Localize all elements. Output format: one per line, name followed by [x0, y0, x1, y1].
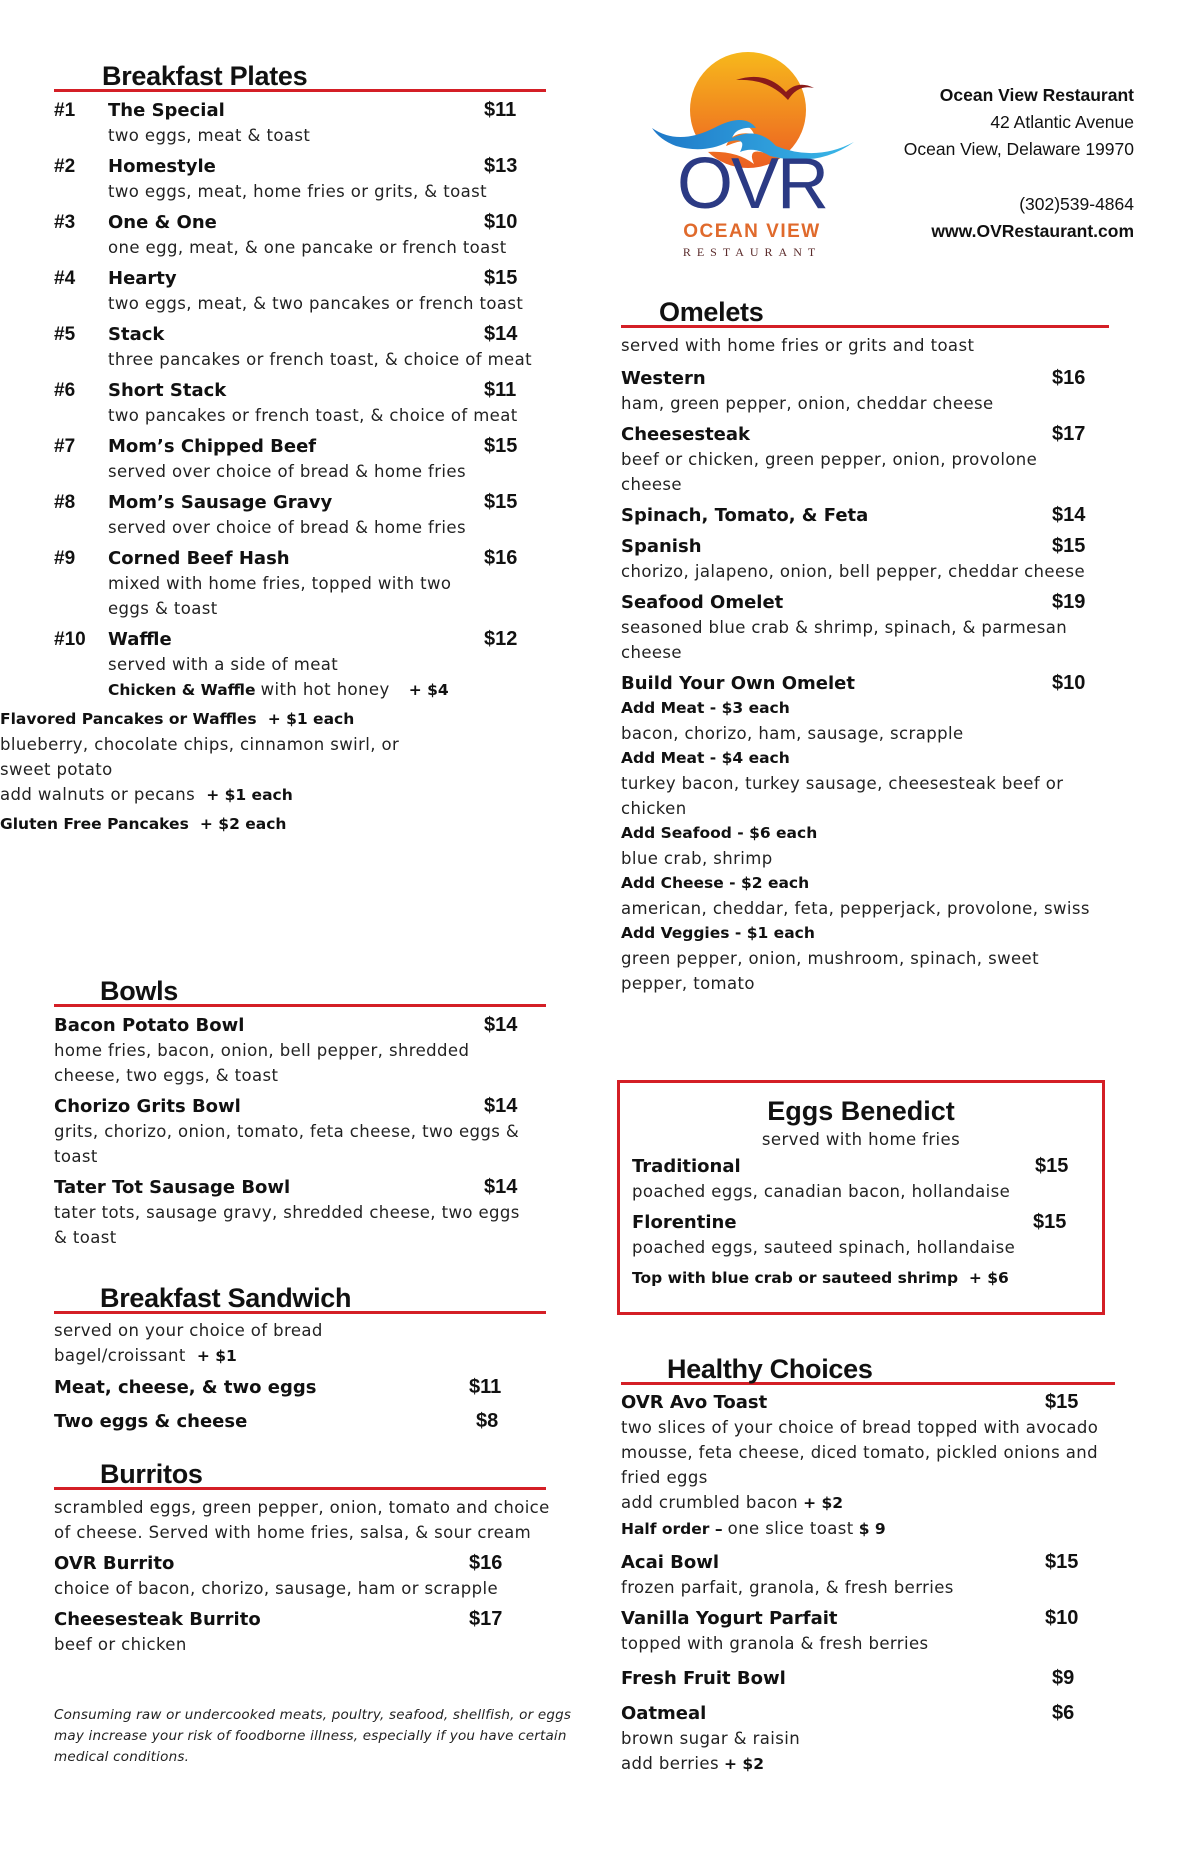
- item-name: One & One: [108, 212, 217, 233]
- item-price: $15: [484, 267, 518, 289]
- item-name: Build Your Own Omelet: [621, 673, 855, 694]
- breakfast-plates-list: [0, 98, 546, 837]
- item-number: #7: [54, 436, 76, 457]
- item-price: $14: [484, 1176, 518, 1198]
- addon-price: + $4: [408, 681, 449, 699]
- menu-item: [632, 1154, 1069, 1204]
- item-description: served with a side of meat: [108, 655, 339, 674]
- item-name: Seafood Omelet: [621, 592, 784, 613]
- restaurant-logo: [636, 42, 856, 272]
- item-name: Vanilla Yogurt Parfait: [621, 1608, 838, 1629]
- item-price: $15: [1035, 1155, 1069, 1177]
- menu-item: [54, 378, 546, 428]
- item-price: $10: [1052, 672, 1086, 694]
- item-description: served over choice of bread & home fries: [108, 462, 466, 481]
- sandwich-note: served on your choice of bread: [54, 1321, 323, 1340]
- omelets-note: served with home fries or grits and toast: [621, 336, 975, 355]
- addon-label: Add Veggies - $1 each: [621, 924, 815, 942]
- gluten-free: [0, 812, 546, 837]
- logo-wordmark: OCEAN VIEW: [683, 221, 821, 242]
- menu-item: [54, 1409, 546, 1434]
- item-name: Fresh Fruit Bowl: [621, 1668, 786, 1689]
- section-title: Breakfast Sandwich: [100, 1283, 352, 1313]
- menu-item: [621, 534, 1109, 584]
- addon-description: bacon, chorizo, ham, sausage, scrapple: [621, 724, 964, 743]
- menu-item: [54, 1551, 546, 1601]
- item-number: #2: [54, 156, 76, 177]
- item-price: $17: [469, 1608, 503, 1630]
- flavored-price: + $1 each: [267, 710, 355, 728]
- logo-subtitle: RESTAURANT: [682, 245, 822, 259]
- item-name: Traditional: [632, 1156, 741, 1177]
- addon-description: blue crab, shrimp: [621, 849, 773, 868]
- item-price: $11: [484, 99, 517, 121]
- logo-monogram: OVR: [676, 144, 828, 224]
- item-name: Spanish: [621, 536, 702, 557]
- item-price: $16: [469, 1552, 503, 1574]
- flavored-pancakes: [0, 707, 546, 837]
- flavored-description: blueberry, chocolate chips, cinnamon swirl, or sweet potato: [0, 735, 400, 779]
- section-header-breakfast-sandwich: [54, 1277, 546, 1314]
- item-description: chorizo, jalapeno, onion, bell pepper, cheddar cheese: [621, 562, 1086, 581]
- item-price: $15: [1045, 1551, 1079, 1573]
- addon-text: add berries: [621, 1754, 719, 1773]
- menu-item: [621, 1666, 1109, 1691]
- item-number: #1: [54, 100, 76, 121]
- item-name: Waffle: [108, 629, 172, 650]
- item-description: beef or chicken, green pepper, onion, provolone cheese: [621, 450, 1038, 494]
- item-name: Mom’s Chipped Beef: [108, 436, 317, 457]
- nuts-addon: [0, 782, 546, 808]
- item-description: seasoned blue crab & shrimp, spinach, & parmesan cheese: [621, 618, 1068, 662]
- item-name: Homestyle: [108, 156, 216, 177]
- item-price: $14: [484, 323, 518, 345]
- item-name: Chorizo Grits Bowl: [54, 1096, 241, 1117]
- addon-label: Add Meat - $4 each: [621, 749, 790, 767]
- item-price: $15: [484, 491, 518, 513]
- section-title: Omelets: [659, 297, 764, 327]
- menu-item: [621, 503, 1109, 528]
- menu-item: [621, 590, 1109, 665]
- item-description: ham, green pepper, onion, cheddar cheese: [621, 394, 994, 413]
- menu-item: [621, 1550, 1109, 1600]
- menu-item: [621, 422, 1109, 497]
- section-header-healthy-choices: [621, 1348, 1115, 1385]
- addon-price: + $2: [724, 1755, 765, 1773]
- item-name: Two eggs & cheese: [54, 1411, 248, 1432]
- eggs-benedict-box: [617, 1080, 1105, 1315]
- section-header-bowls: [54, 970, 546, 1007]
- gluten-free-label: Gluten Free Pancakes: [0, 815, 189, 833]
- menu-item: [54, 1094, 546, 1169]
- item-number: #9: [54, 548, 76, 569]
- menu-item: [621, 366, 1109, 416]
- restaurant-contact: [904, 82, 1134, 245]
- menu-item: [621, 1606, 1109, 1656]
- item-price: $16: [484, 547, 518, 569]
- burritos-note: scrambled eggs, green pepper, onion, tomato and choice of cheese. Served with home fries, salsa, & sour cream: [54, 1498, 550, 1542]
- half-order-text: one slice toast: [727, 1519, 854, 1538]
- menu-item: [54, 322, 546, 372]
- item-description: beef or chicken: [54, 1635, 187, 1654]
- item-description: served over choice of bread & home fries: [108, 518, 466, 537]
- phone-number[interactable]: (302)539-4864: [1019, 194, 1134, 214]
- item-description: two eggs, meat, home fries or grits, & toast: [108, 182, 487, 201]
- food-safety-disclaimer: Consuming raw or undercooked meats, poultry, seafood, shellfish, or eggs may increase your risk of foodborne illness, especially if you have certain medical conditions.: [54, 1707, 572, 1765]
- item-price: $15: [1052, 535, 1086, 557]
- item-name: Florentine: [632, 1212, 737, 1233]
- item-description: tater tots, sausage gravy, shredded cheese, two eggs & toast: [54, 1203, 520, 1247]
- item-name: The Special: [108, 100, 225, 121]
- item-price: $17: [1052, 423, 1086, 445]
- item-description: brown sugar & raisin: [621, 1729, 801, 1748]
- addon-description: american, cheddar, feta, pepperjack, provolone, swiss: [621, 899, 1090, 918]
- waffle-addon: [108, 677, 546, 703]
- item-price: $15: [1045, 1391, 1079, 1413]
- item-description: mixed with home fries, topped with two eggs & toast: [108, 574, 452, 618]
- item-name: Bacon Potato Bowl: [54, 1015, 245, 1036]
- item-name: Short Stack: [108, 380, 227, 401]
- item-price: $19: [1052, 591, 1086, 613]
- item-description: three pancakes or french toast, & choice of meat: [108, 350, 532, 369]
- section-title: Healthy Choices: [667, 1354, 873, 1384]
- item-price: $15: [484, 435, 518, 457]
- upgrade-price: + $1: [196, 1347, 237, 1365]
- nuts-text: add walnuts or pecans: [0, 785, 196, 804]
- address-line-1: 42 Atlantic Avenue: [990, 112, 1134, 132]
- menu-item: [54, 154, 546, 204]
- item-price: $11: [469, 1376, 502, 1398]
- item-description: two pancakes or french toast, & choice of meat: [108, 406, 518, 425]
- section-title: Eggs Benedict: [767, 1096, 955, 1126]
- item-description: two eggs, meat, & two pancakes or french toast: [108, 294, 524, 313]
- item-description: one egg, meat, & one pancake or french toast: [108, 238, 507, 257]
- item-name: Tater Tot Sausage Bowl: [54, 1177, 291, 1198]
- sandwich-upgrade: [54, 1343, 546, 1369]
- restaurant-name: Ocean View Restaurant: [939, 85, 1134, 105]
- menu-item: [54, 266, 546, 316]
- menu-item: [54, 1607, 546, 1657]
- menu-item: [54, 1175, 546, 1250]
- half-order-price: $ 9: [858, 1520, 886, 1538]
- addon-description: green pepper, onion, mushroom, spinach, sweet pepper, tomato: [621, 949, 1039, 993]
- section-header-burritos: [54, 1453, 546, 1490]
- benedict-note: served with home fries: [761, 1130, 961, 1149]
- item-description: poached eggs, canadian bacon, hollandaise: [632, 1182, 1011, 1201]
- section-title: Burritos: [100, 1459, 203, 1489]
- flavored-label: Flavored Pancakes or Waffles: [0, 710, 257, 728]
- item-number: #4: [54, 268, 76, 289]
- section-title: Breakfast Plates: [102, 61, 308, 91]
- half-order-label: Half order –: [621, 1520, 723, 1538]
- item-name: Cheesesteak: [621, 424, 751, 445]
- item-description: poached eggs, sauteed spinach, hollandaise: [632, 1238, 1016, 1257]
- menu-item: [54, 434, 546, 484]
- menu-item: [54, 546, 546, 621]
- item-price: $8: [476, 1410, 499, 1432]
- item-price: $13: [484, 155, 518, 177]
- item-number: #5: [54, 324, 76, 345]
- item-price: $6: [1052, 1702, 1075, 1724]
- item-name: Corned Beef Hash: [108, 548, 290, 569]
- item-name: OVR Burrito: [54, 1553, 175, 1574]
- omelets-list: [621, 333, 1109, 996]
- item-price: $12: [484, 628, 518, 650]
- addon-label: Add Meat - $3 each: [621, 699, 790, 717]
- item-name: Meat, cheese, & two eggs: [54, 1377, 317, 1398]
- addon-name: Chicken & Waffle: [108, 681, 256, 699]
- item-price: $14: [484, 1014, 518, 1036]
- addon-description: turkey bacon, turkey sausage, cheesesteak beef or chicken: [621, 774, 1064, 818]
- item-number: #8: [54, 492, 76, 513]
- benedict-topping: Top with blue crab or sauteed shrimp + $6: [632, 1269, 1009, 1287]
- item-description: home fries, bacon, onion, bell pepper, shredded cheese, two eggs, & toast: [54, 1041, 470, 1085]
- avo-addon: [621, 1490, 1109, 1516]
- section-title: Bowls: [100, 976, 179, 1006]
- addon-label: Add Seafood - $6 each: [621, 824, 818, 842]
- addon-price: + $2: [803, 1494, 844, 1512]
- menu-item: [621, 671, 1109, 696]
- benedict-list: [632, 1154, 1069, 1291]
- item-price: $16: [1052, 367, 1086, 389]
- item-name: Hearty: [108, 268, 177, 289]
- item-price: $10: [1045, 1607, 1079, 1629]
- item-name: Spinach, Tomato, & Feta: [621, 505, 869, 526]
- omelet-addons: [621, 696, 1109, 996]
- item-description: two eggs, meat & toast: [108, 126, 311, 145]
- item-name: OVR Avo Toast: [621, 1392, 768, 1413]
- item-name: Western: [621, 368, 706, 389]
- addon-label: Add Cheese - $2 each: [621, 874, 810, 892]
- upgrade-text: bagel/croissant: [54, 1346, 186, 1365]
- item-price: $14: [484, 1095, 518, 1117]
- item-price: $14: [1052, 504, 1086, 526]
- nuts-price: + $1 each: [206, 786, 293, 804]
- item-price: $9: [1052, 1667, 1075, 1689]
- menu-item: [632, 1210, 1067, 1260]
- address-line-2: Ocean View, Delaware 19970: [903, 139, 1134, 159]
- section-header-omelets: [621, 291, 1109, 328]
- sandwich-list: [54, 1318, 546, 1434]
- menu-item: [54, 627, 546, 703]
- item-description: two slices of your choice of bread topped with avocado mousse, feta cheese, diced tomato, pickled onions and fried eggs: [621, 1418, 1099, 1487]
- item-name: Oatmeal: [621, 1703, 707, 1724]
- item-number: #3: [54, 212, 76, 233]
- menu-item: [54, 1013, 546, 1088]
- section-header-breakfast-plates: [54, 55, 546, 92]
- avo-half-order: [621, 1516, 1109, 1542]
- item-price: $15: [1033, 1211, 1067, 1233]
- item-description: choice of bacon, chorizo, sausage, ham or scrapple: [54, 1579, 499, 1598]
- healthy-list: [621, 1390, 1109, 1777]
- menu-item: [54, 98, 546, 148]
- addon-text: add crumbled bacon: [621, 1493, 799, 1512]
- item-description: topped with granola & fresh berries: [621, 1634, 929, 1653]
- menu-item: [54, 210, 546, 260]
- menu-item: [54, 490, 546, 540]
- item-price: $11: [484, 379, 517, 401]
- menu-item: [54, 1375, 546, 1400]
- item-description: frozen parfait, granola, & fresh berries: [621, 1578, 954, 1597]
- item-price: $10: [484, 211, 518, 233]
- item-name: Acai Bowl: [621, 1552, 720, 1573]
- menu-item: [621, 1701, 1109, 1777]
- item-description: grits, chorizo, onion, tomato, feta cheese, two eggs & toast: [54, 1122, 520, 1166]
- menu-item: [621, 1390, 1109, 1542]
- item-name: Cheesesteak Burrito: [54, 1609, 261, 1630]
- item-name: Mom’s Sausage Gravy: [108, 492, 333, 513]
- bowls-list: [54, 1013, 546, 1250]
- item-name: Stack: [108, 324, 165, 345]
- addon-text: with hot honey: [260, 680, 390, 699]
- website-link[interactable]: www.OVRestaurant.com: [931, 221, 1134, 241]
- item-number: #6: [54, 380, 76, 401]
- gluten-free-price: + $2 each: [199, 815, 287, 833]
- item-number: #10: [54, 629, 86, 650]
- oatmeal-addon: [621, 1751, 1109, 1777]
- burritos-list: [54, 1495, 550, 1657]
